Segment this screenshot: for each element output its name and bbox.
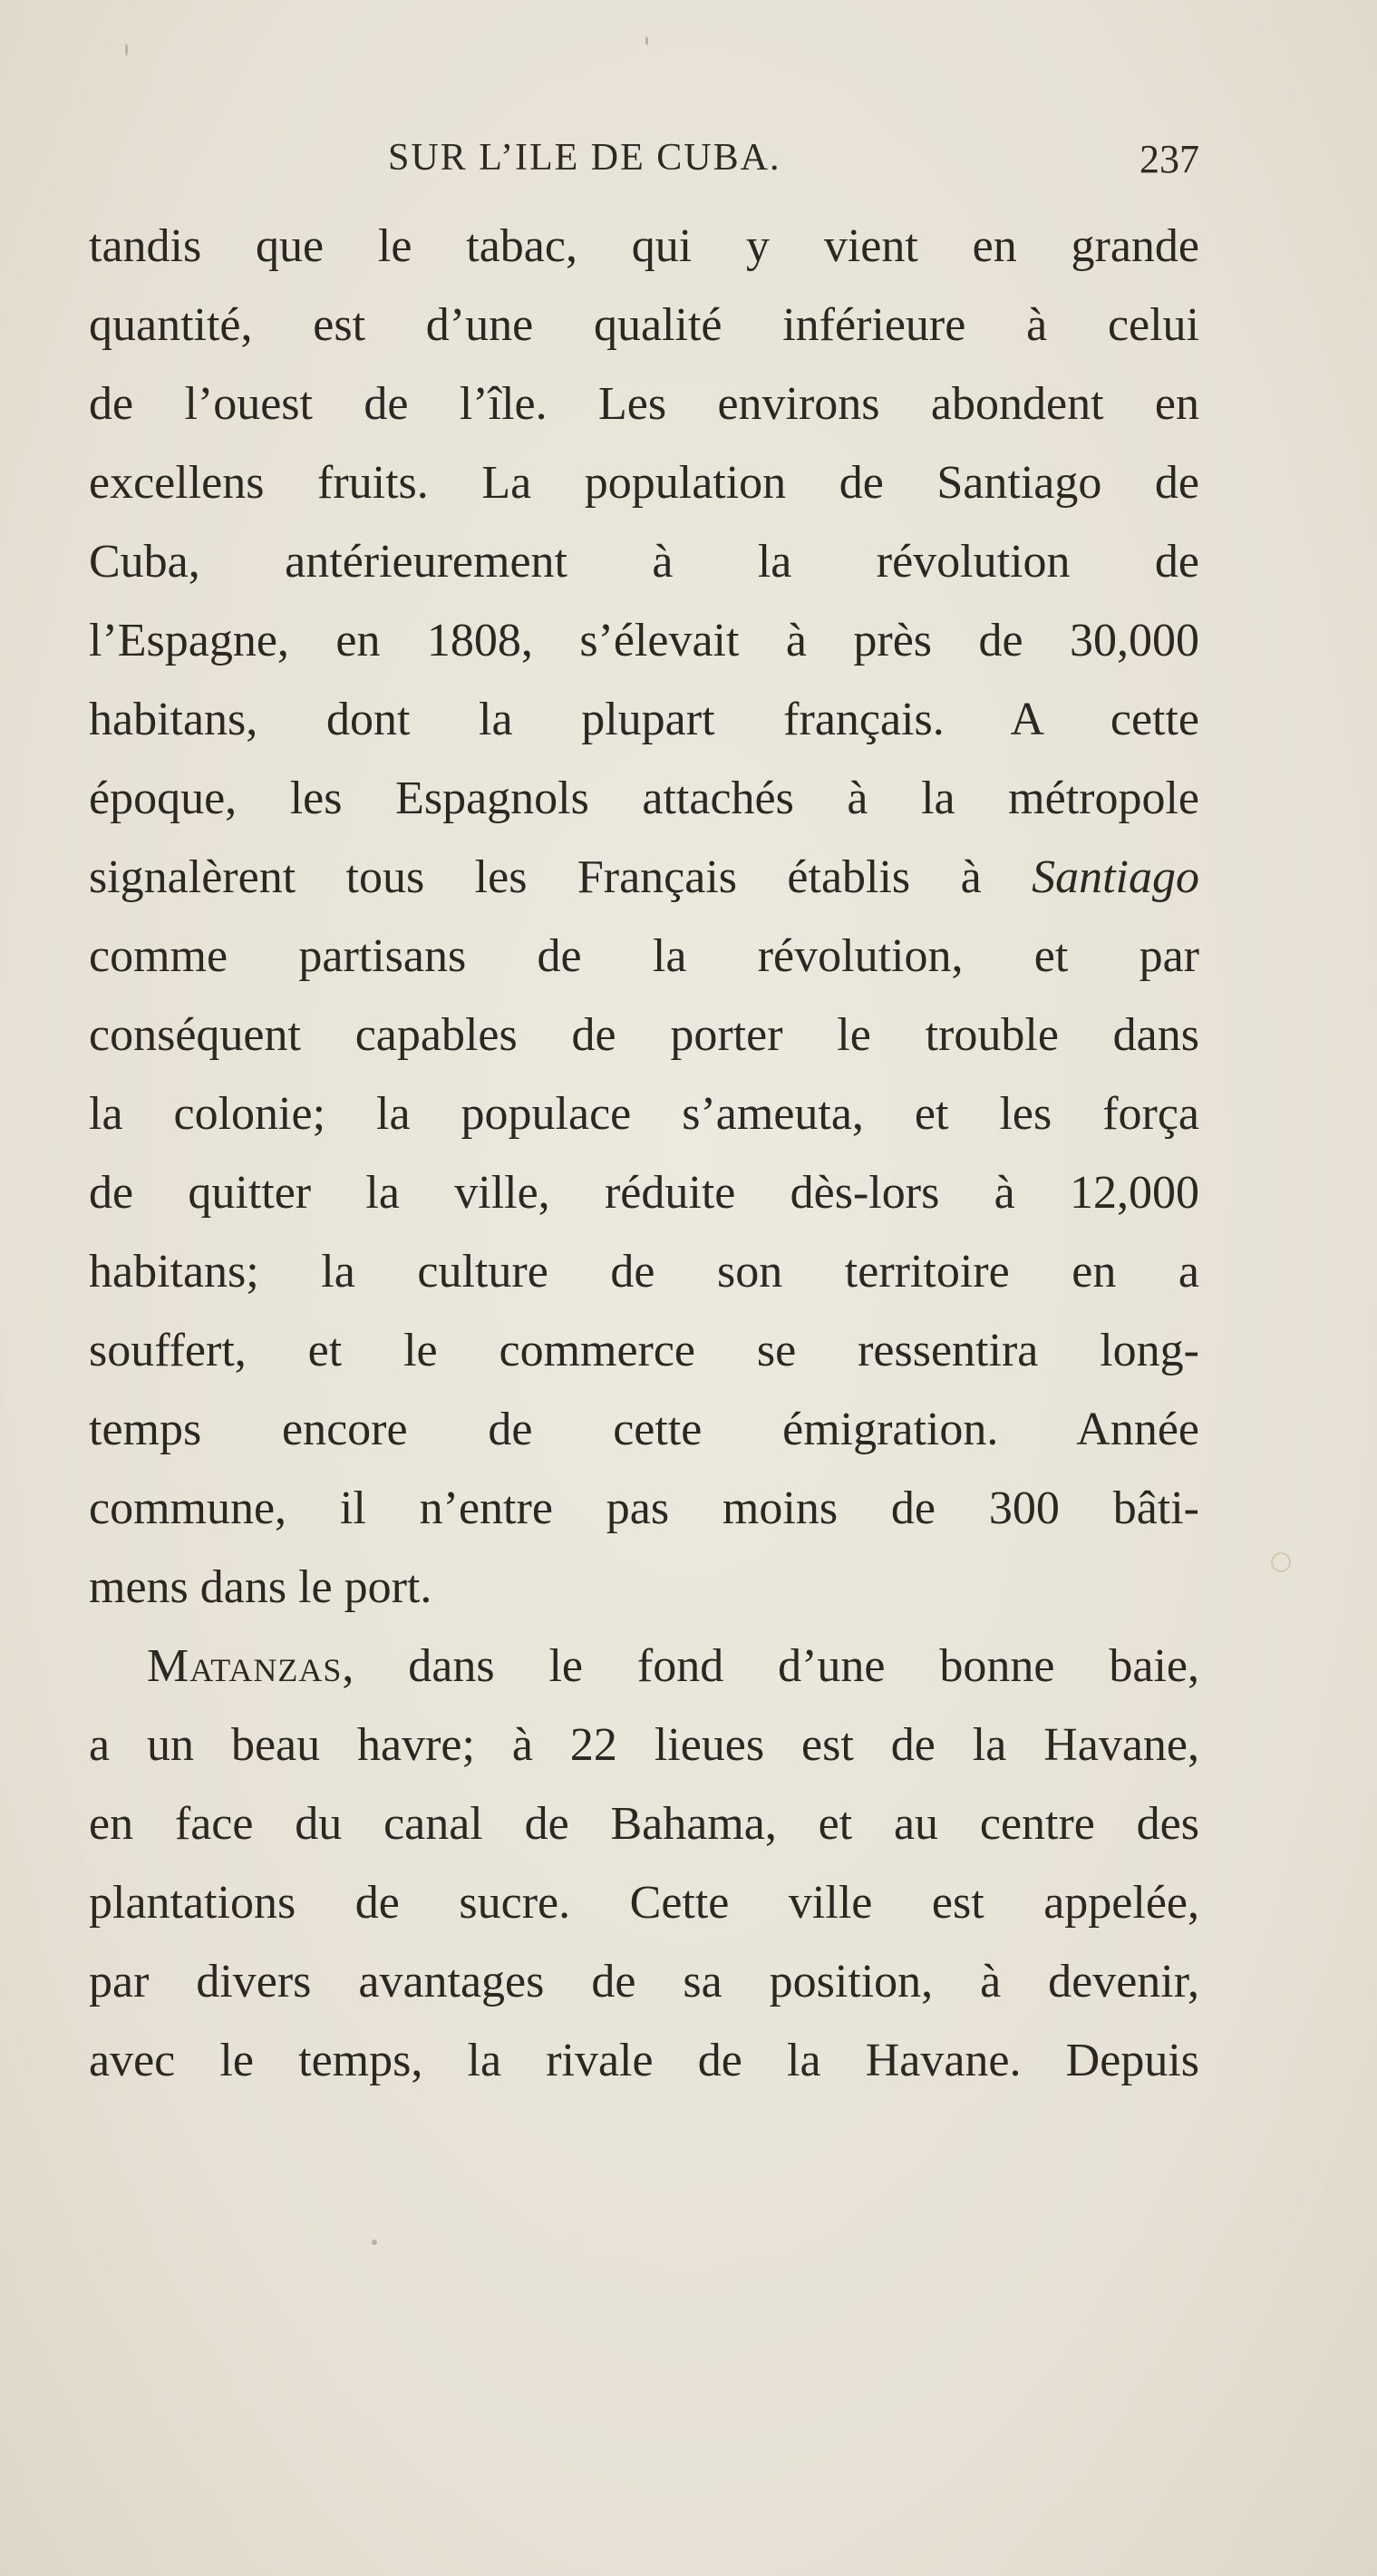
text-line: Cuba, antérieurement à la révolution de bbox=[89, 536, 1199, 588]
text-line: en face du canal de Bahama, et au centre des bbox=[89, 1798, 1199, 1850]
text-line: commune, il n’entre pas moins de 300 bâti- bbox=[89, 1482, 1199, 1534]
text-line: tandis que le tabac, qui y vient en grande bbox=[89, 220, 1199, 272]
text-line: avec le temps, la rivale de la Havane. Depuis bbox=[89, 2035, 1199, 2086]
text-line: de quitter la ville, réduite dès-lors à 12,000 bbox=[89, 1167, 1199, 1219]
text-line: comme partisans de la révolution, et par bbox=[89, 930, 1199, 982]
text-line: a un beau havre; à 22 lieues est de la Havane, bbox=[89, 1719, 1199, 1771]
text-line bbox=[89, 1627, 1199, 1706]
text-line: mens dans le port. bbox=[89, 1561, 432, 1613]
text-line: conséquent capables de porter le trouble dans bbox=[89, 1009, 1199, 1061]
text-line: la colonie; la populace s’ameuta, et les força bbox=[89, 1088, 1199, 1140]
lead-word: Matanzas bbox=[147, 1640, 343, 1692]
text-line: quantité, est d’une qualité inférieure à celui bbox=[89, 299, 1199, 351]
text-line: de l’ouest de l’île. Les environs abondent en bbox=[89, 378, 1199, 430]
text-line: souffert, et le commerce se ressentira long- bbox=[89, 1325, 1199, 1376]
paper-speck bbox=[125, 44, 128, 56]
paper-speck bbox=[372, 2240, 377, 2245]
italic-place-name: Santiago bbox=[1032, 851, 1199, 903]
page-number: 237 bbox=[1139, 137, 1199, 181]
text-line: habitans; la culture de son territoire en a bbox=[89, 1246, 1199, 1298]
text-line bbox=[89, 838, 1199, 917]
paragraph bbox=[89, 207, 1199, 1627]
body-text bbox=[89, 207, 1199, 2100]
paper-speck bbox=[1271, 1552, 1291, 1572]
paper-speck bbox=[645, 36, 648, 45]
running-header bbox=[89, 136, 1199, 199]
paragraph bbox=[89, 1627, 1199, 2100]
text-line: par divers avantages de sa position, à devenir, bbox=[89, 1956, 1199, 2007]
text-line: l’Espagne, en 1808, s’élevait à près de 30,000 bbox=[89, 615, 1199, 666]
text-line: habitans, dont la plupart français. A cette bbox=[89, 694, 1199, 745]
text-segment: , dans le fond d’une bonne baie, bbox=[342, 1640, 1199, 1692]
text-line: excellens fruits. La population de Santiago de bbox=[89, 457, 1199, 509]
running-title: SUR L’ILE DE CUBA. bbox=[388, 137, 781, 179]
text-line: époque, les Espagnols attachés à la métropole bbox=[89, 773, 1199, 824]
text-line: plantations de sucre. Cette ville est appelée, bbox=[89, 1877, 1199, 1929]
text-segment: signalèrent tous les Français établis à bbox=[89, 851, 1033, 903]
text-line: temps encore de cette émigration. Année bbox=[89, 1404, 1199, 1455]
